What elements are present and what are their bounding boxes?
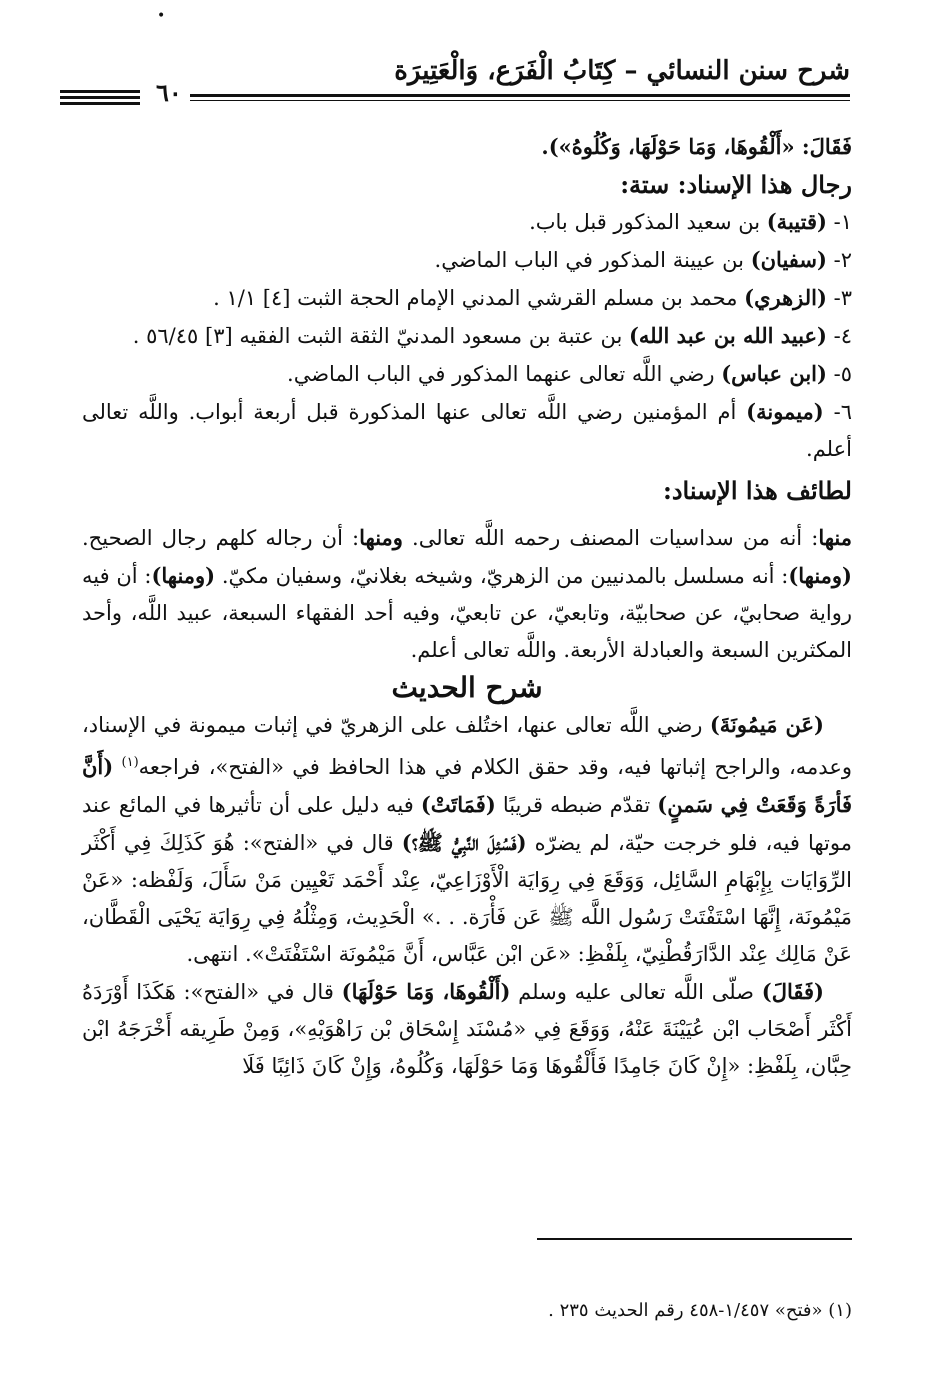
rijal-item: ١- (قتيبة) بن سعيد المذكور قبل باب.	[529, 209, 852, 234]
page-header	[60, 52, 850, 112]
footnote-divider	[537, 1238, 852, 1240]
header-rule-short-3	[60, 102, 140, 105]
rijal-item: ٢- (سفيان) بن عيينة المذكور في الباب الماضي.	[434, 247, 852, 272]
header-rule	[190, 94, 850, 97]
footnote-ref: (١)	[121, 755, 139, 770]
rijal-item: ٤- (عبيد الله بن عبد الله) بن عتبة بن مسعود المدنيّ الثقة الثبت الفقيه [٣] ٥٦/٤٥ .	[132, 323, 852, 348]
header-rule-thin	[190, 100, 850, 101]
sharh-paragraph-2: (فَقَالَ) صلّى اللَّه تعالى عليه وسلم (أَلْقُوهَا، وَمَا حَوْلَهَا) قال في «الفتح»: هَكَذَا أَوْرَدَهُ أَكْثَر أَصْحَاب ابْن عُيَيْنَةَ عَنْهُ، وَوَقَعَ فِي «مُسْنَد إِسْحَاق بْن رَاهْوَيْهِ»، وَمِنْ طَرِيقه أَخْرَجَهُ ابْن حِبَّان، بِلَفْظِ: «إِنْ كَانَ جَامِدًا فَأَلْقُوهَا وَمَا حَوْلَهَا، وَكُلُوهُ، وَإِنْ كَانَ ذَائِبًا فَلَا	[82, 979, 852, 1078]
sharh-paragraph-1: (عَن مَيمُونَةَ) رضي اللَّه تعالى عنها، اختُلف على الزهريّ في إثبات ميمونة في الإسناد، وعدمه، والراجح إثباتها فيه، وقد حقق الكلام في هذا الحافظ في «الفتح»، فراجعه$^{(١)}$ (أَنَّ فَأرَةً وَقَعَتْ فِي سَمنٍ) تقدّم ضبطه قريبًا (فَمَاتَتْ) فيه دليل على أن تأثيرها في المائع عند موتها فيه، فلو خرجت حيّة، لم يضرّه (فَسُئِلَ النَّبِيُّ ﷺ؟) قال في «الفتح»: هُوَ كَذَلِكَ فِي أَكْثَر الرِّوَايَات بِإِبْهَامِ السَّائِل، وَوَقَعَ فِي رِوَايَة الْأَوْزَاعِيّ، عِنْد أَحْمَد تَعْيِين مَنْ سَأَلَ، وَلَفْظه: «عَنْ مَيْمُونَة، إِنَّهَا اسْتَفْتَتْ رَسُول اللَّه ﷺ عَن فَأْرَة. . .» الْحَدِيث، وَمِثْلُهُ فِي رِوَايَة يَحْيَى الْقَطَّان، عَنْ مَالِك عِنْد الدَّارَقُطْنِيّ، بِلَفْظِ: «عَن ابْن عَبَّاس، أَنَّ مَيْمُونَة اسْتَفْتَتْ». انتهى.	[82, 712, 853, 966]
main-content	[82, 128, 852, 1085]
rijal-item: ٦- (ميمونة) أم المؤمنين رضي اللَّه تعالى عنها المذكورة قبل أربعة أبواب. واللَّه تعالى أعلم.	[82, 399, 852, 461]
page-number: ٦٠	[156, 78, 182, 107]
lataif-heading: لطائف هذا الإسناد:	[662, 476, 852, 505]
header-rule-short-2	[60, 96, 140, 99]
header-rule-short-1	[60, 90, 140, 93]
lataif-paragraph: منها: أنه من سداسيات المصنف رحمه اللَّه تعالى. ومنها: أن رجاله كلهم رجال الصحيح. (ومنها): أنه مسلسل بالمدنيين من الزهريّ، وشيخه بغلانيّ، وسفيان مكيّ. (ومنها): أن فيه رواية صحابيّ، عن صحابيّة، وتابعيّ، عن تابعيّ، وفيه أحد الفقهاء السبعة، عبيد اللَّه، وأحد المكثرين السبعة والعبادلة الأربعة. واللَّه تعالى أعلم.	[82, 525, 852, 662]
rijal-item: ٥- (ابن عباس) رضي اللَّه تعالى عنهما المذكور في الباب الماضي.	[287, 361, 852, 386]
rijal-item: ٣- (الزهري) محمد بن مسلم القرشي المدني الإمام الحجة الثبت [٤] ١/١ .	[213, 285, 852, 310]
sharh-heading: شرح الحديث	[391, 671, 543, 704]
page-mark: •	[157, 8, 166, 24]
footnote: (١) «فتح» ١/٤٥٧-٤٥٨ رقم الحديث ٢٣٥ .	[548, 1300, 852, 1321]
rijal-heading: رجال هذا الإسناد: ستة:	[620, 170, 852, 199]
header-title: شرح سنن النسائي – كِتَابُ الْفَرَع، وَالْعَتِيرَة	[394, 56, 850, 86]
opening-line: فَقَالَ: «أَلْقُوهَا، وَمَا حَوْلَهَا، وَكُلُوهُ»).	[541, 134, 852, 159]
